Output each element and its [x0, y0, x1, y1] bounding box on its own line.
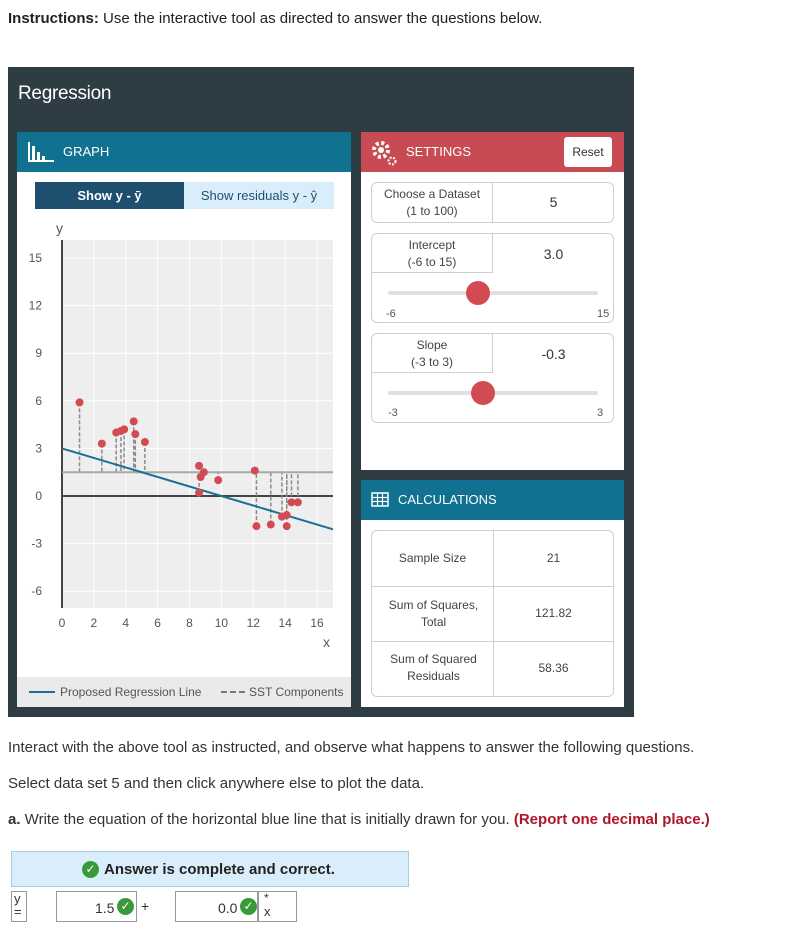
data-point: [195, 489, 203, 497]
x-tick-label: 2: [90, 616, 98, 630]
x-axis-label: x: [323, 634, 330, 650]
slope-max: 3: [597, 407, 604, 419]
data-point: [252, 522, 260, 530]
x-tick-label: 14: [278, 616, 292, 630]
x-tick-label: 4: [122, 616, 130, 630]
data-point: [98, 440, 106, 448]
y-tick-label: 3: [35, 441, 42, 456]
x-tick-label: 12: [246, 616, 260, 630]
legend-regression-line: Proposed Regression Line: [60, 685, 202, 699]
answer-status-banner: [11, 851, 409, 887]
x-tick-label: 10: [214, 616, 229, 630]
y-tick-label: 15: [28, 251, 42, 265]
equation-y: y: [14, 891, 21, 906]
equation-x: x: [264, 904, 271, 919]
question-a-note: (Report one decimal place.): [513, 811, 710, 828]
checkmark-icon: ✓: [82, 861, 99, 878]
dataset-input[interactable]: 5: [549, 194, 558, 210]
slope-answer-field[interactable]: [175, 891, 258, 922]
intercept-control: [371, 233, 614, 323]
table-icon: [371, 492, 389, 507]
intercept-min: -6: [386, 308, 396, 320]
gear-icon: [369, 138, 399, 168]
intercept-input[interactable]: 3.0: [543, 246, 564, 262]
calc-value-sst: 121.82: [535, 606, 572, 620]
intercept-max: 15: [597, 308, 610, 320]
data-point: [120, 425, 128, 433]
data-point: [76, 398, 84, 406]
data-point: [294, 498, 302, 506]
slope-answer-value: 0.0: [218, 900, 238, 916]
calc-label-ssr: Sum of Squared Residuals: [390, 652, 477, 683]
dataset-label: Choose a Dataset: [383, 187, 481, 201]
intercept-correct-icon: ✓: [117, 898, 134, 915]
graph-header-label: GRAPH: [63, 144, 110, 159]
y-tick-label: 12: [28, 298, 42, 313]
equation-times: *: [264, 891, 269, 905]
equation-equals: =: [14, 904, 22, 919]
equation-rhs: [258, 891, 297, 922]
y-tick-label: 0: [35, 489, 42, 503]
calculations-header-label: CALCULATIONS: [398, 492, 497, 507]
intercept-label: Intercept: [408, 238, 456, 252]
settings-header: [361, 132, 624, 172]
data-point: [130, 417, 138, 425]
data-point: [267, 521, 275, 529]
data-point: [251, 467, 259, 475]
x-tick-label: 8: [186, 616, 193, 630]
y-tick-label: 9: [35, 346, 42, 361]
regression-line-legend-icon: [29, 691, 55, 694]
data-point: [283, 522, 291, 530]
slope-min: -3: [388, 407, 398, 419]
question-a-prefix: a.: [8, 811, 21, 828]
intercept-answer-field[interactable]: [56, 891, 137, 922]
y-tick-label: -3: [31, 536, 42, 551]
intercept-slider-handle[interactable]: [466, 281, 490, 305]
plus-sign: +: [141, 898, 150, 914]
intercept-slider-track[interactable]: [388, 291, 598, 295]
question-a: [8, 811, 710, 828]
instructions-text: Use the interactive tool as directed to answer the questions below.: [98, 10, 543, 27]
calculations-table: [371, 530, 614, 697]
dataset-control: [371, 182, 614, 223]
data-point: [214, 476, 222, 484]
data-point: [195, 462, 203, 470]
data-point: [141, 438, 149, 446]
calc-label-sst: Sum of Squares, Total: [388, 598, 479, 629]
calculations-header: [361, 480, 624, 520]
graph-legend: [17, 677, 351, 707]
calc-value-ssr: 58.36: [538, 661, 569, 675]
slope-correct-icon: ✓: [240, 898, 257, 915]
legend-sst-components: SST Components: [249, 685, 344, 699]
dataset-range: (1 to 100): [406, 204, 458, 218]
calc-value-sample-size: 21: [546, 551, 561, 565]
intercept-answer-value: 1.5: [95, 900, 115, 916]
calc-label-sample-size: Sample Size: [398, 551, 467, 565]
instructions-label: Instructions:: [8, 10, 99, 27]
data-point: [131, 430, 139, 438]
y-tick-label: -6: [31, 584, 42, 599]
app-title: Regression: [18, 83, 112, 104]
settings-header-label: SETTINGS: [406, 144, 472, 159]
x-tick-label: 0: [58, 616, 66, 630]
show-y-ybar-toggle[interactable]: Show y - ȳ: [35, 182, 184, 209]
slope-slider-handle[interactable]: [471, 381, 495, 405]
equation-lhs: [11, 891, 27, 922]
question-a-text: Write the equation of the horizontal blue line that is initially drawn for you.: [20, 811, 514, 828]
slope-range: (-3 to 3): [410, 355, 453, 369]
sst-legend-icon: [221, 691, 245, 694]
y-tick-label: 6: [35, 393, 42, 408]
reset-button[interactable]: Reset: [564, 137, 612, 167]
y-axis-label: y: [56, 220, 63, 236]
data-point: [283, 511, 291, 519]
question-intro: Interact with the above tool as instructed, and observe what happens to answer the following questions.: [8, 739, 695, 756]
intercept-range: (-6 to 15): [407, 255, 457, 269]
x-tick-label: 16: [310, 616, 324, 630]
regression-line: [62, 448, 333, 529]
data-point: [200, 468, 208, 476]
x-tick-label: 6: [154, 616, 161, 630]
show-residuals-toggle[interactable]: Show residuals y - ŷ: [184, 182, 334, 209]
slope-control: [371, 333, 614, 423]
answer-status-text: Answer is complete and correct.: [104, 861, 335, 878]
question-step: Select data set 5 and then click anywhere else to plot the data.: [8, 775, 425, 792]
slope-label: Slope: [416, 338, 448, 352]
slope-input[interactable]: -0.3: [541, 346, 566, 362]
